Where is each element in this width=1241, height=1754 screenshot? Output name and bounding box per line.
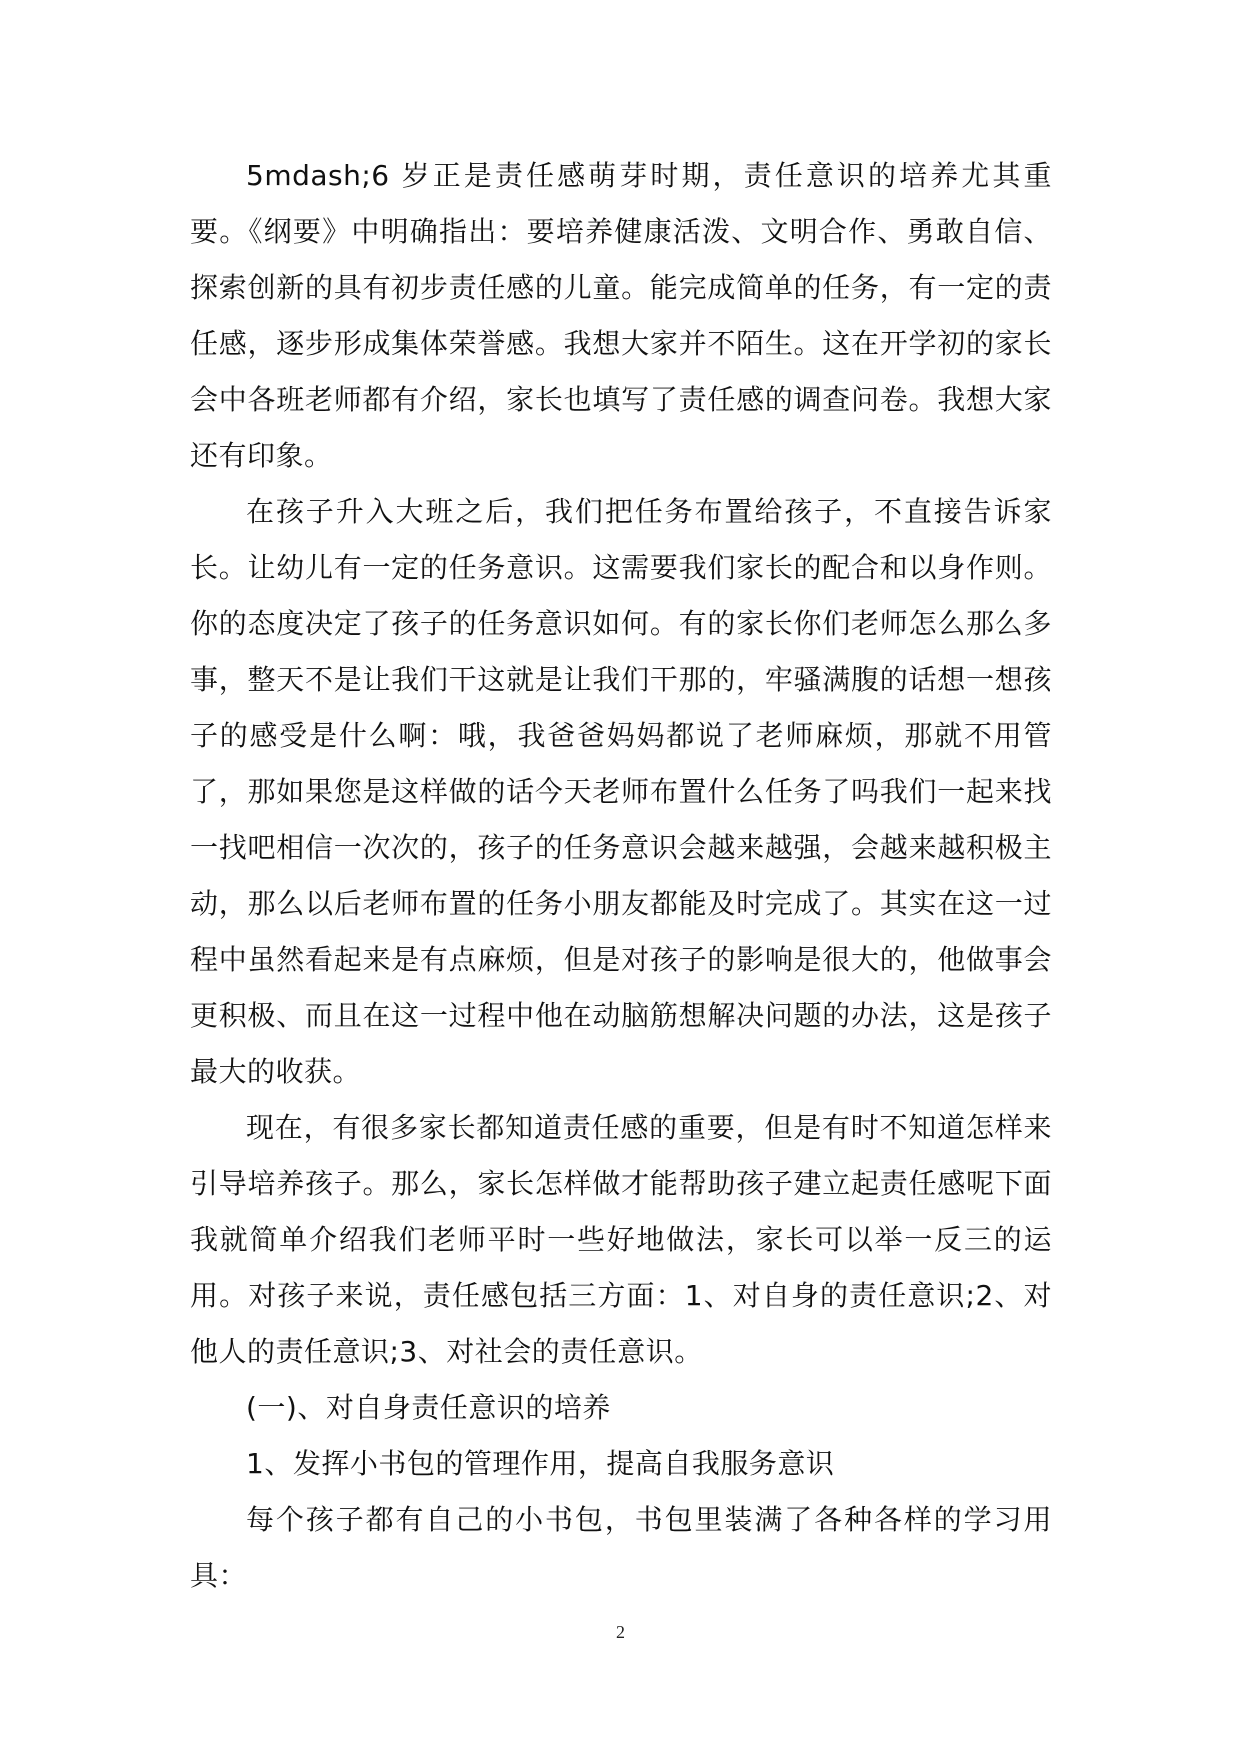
subheading-schoolbag: 1、发挥小书包的管理作用，提高自我服务意识 (246, 1447, 835, 1480)
section-heading-self-responsibility: (一)、对自身责任意识的培养 (246, 1391, 611, 1424)
paragraph-three-aspects: 现在，有很多家长都知道责任感的重要，但是有时不知道怎样来引导培养孩子。那么，家长怎样做才能帮助孩子建立起责任感呢下面我就简单介绍我们老师平时一些好地做法，家长可以举一反三的运用。对孩子来说，责任感包括三方面：1、对自身的责任意识;2、对他人的责任意识;3、对社会的责任意识。 (190, 1111, 1052, 1368)
paragraph-task-awareness: 在孩子升入大班之后，我们把任务布置给孩子，不直接告诉家长。让幼儿有一定的任务意识。这需要我们家长的配合和以身作则。你的态度决定了孩子的任务意识如何。有的家长你们老师怎么那么多事，整天不是让我们干这就是让我们干那的，牢骚满腹的话想一想孩子的感受是什么啊：哦，我爸爸妈妈都说了老师麻烦，那就不用管了，那如果您是这样做的话今天老师布置什么任务了吗我们一起来找一找吧相信一次次的，孩子的任务意识会越来越强，会越来越积极主动，那么以后老师布置的任务小朋友都能及时完成了。其实在这一过程中虽然看起来是有点麻烦，但是对孩子的影响是很大的，他做事会更积极、而且在这一过程中他在动脑筋想解决问题的办法，这是孩子最大的收获。 (190, 495, 1052, 1088)
paragraph-responsibility-intro: 5mdash;6 岁正是责任感萌芽时期，责任意识的培养尤其重要。《纲要》中明确指出：要培养健康活泼、文明合作、勇敢自信、探索创新的具有初步责任感的儿童。能完成简单的任务，有一定的责任感，逐步形成集体荣誉感。我想大家并不陌生。这在开学初的家长会中各班老师都有介绍，家长也填写了责任感的调查问卷。我想大家还有印象。 (190, 159, 1052, 472)
body-text (190, 148, 1052, 1604)
paragraph-schoolbag: 每个孩子都有自己的小书包，书包里装满了各种各样的学习用具： (190, 1503, 1052, 1592)
page-number: 2 (616, 1622, 625, 1642)
